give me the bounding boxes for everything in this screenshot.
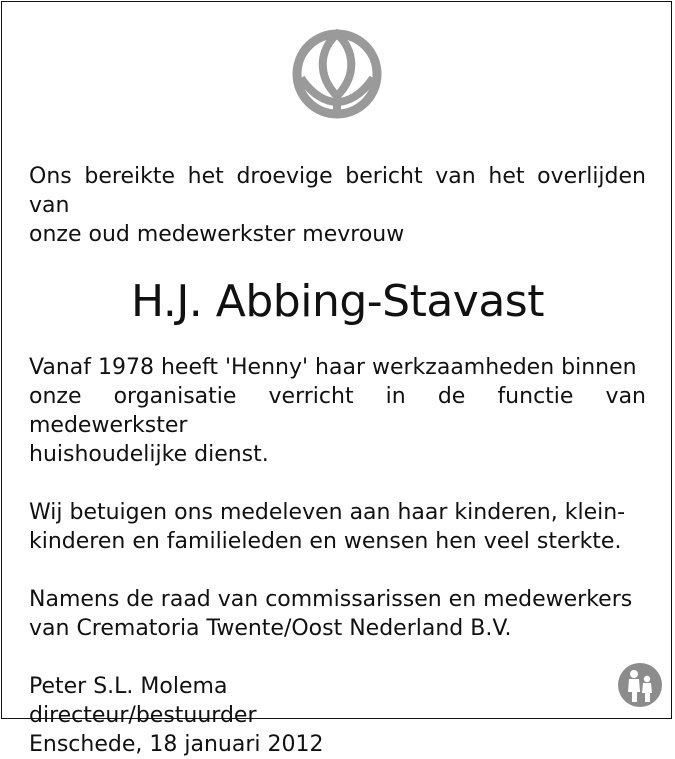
- announcement-body: [29, 162, 646, 759]
- career-line-1: Vanaf 1978 heeft 'Henny' haar werkzaamheden binnen: [29, 355, 637, 380]
- tulip-emblem-icon: [283, 26, 391, 122]
- sender-line-1: Namens de raad van commissarissen en medewerkers: [29, 587, 633, 612]
- sender-paragraph: [29, 585, 646, 643]
- condolence-paragraph: [29, 498, 646, 556]
- career-line-3: huishoudelijke dienst.: [29, 442, 269, 467]
- place-and-date: Enschede, 18 januari 2012: [29, 732, 324, 757]
- signatory-name: Peter S.L. Molema: [29, 674, 228, 699]
- sender-line-2: van Crematoria Twente/Oost Nederland B.V.: [29, 616, 512, 641]
- mourning-figures-icon: [617, 662, 663, 708]
- intro-line-1: Ons bereikte het droevige bericht van het overlijden van: [29, 164, 646, 218]
- career-line-2: onze organisatie verricht in de functie van medewerkster: [29, 384, 646, 438]
- deceased-name: H.J. Abbing-Stavast: [131, 276, 544, 327]
- intro-line-2: onze oud medewerkster mevrouw: [29, 222, 405, 247]
- condolence-line-1: Wij betuigen ons medeleven aan haar kinderen, klein-: [29, 500, 626, 525]
- signatory-title: directeur/bestuurder: [29, 703, 257, 728]
- condolence-line-2: kinderen en familieleden en wensen hen veel sterkte.: [29, 529, 622, 554]
- career-paragraph: [29, 353, 646, 469]
- intro-paragraph: [29, 162, 646, 249]
- signature-block: [29, 672, 646, 759]
